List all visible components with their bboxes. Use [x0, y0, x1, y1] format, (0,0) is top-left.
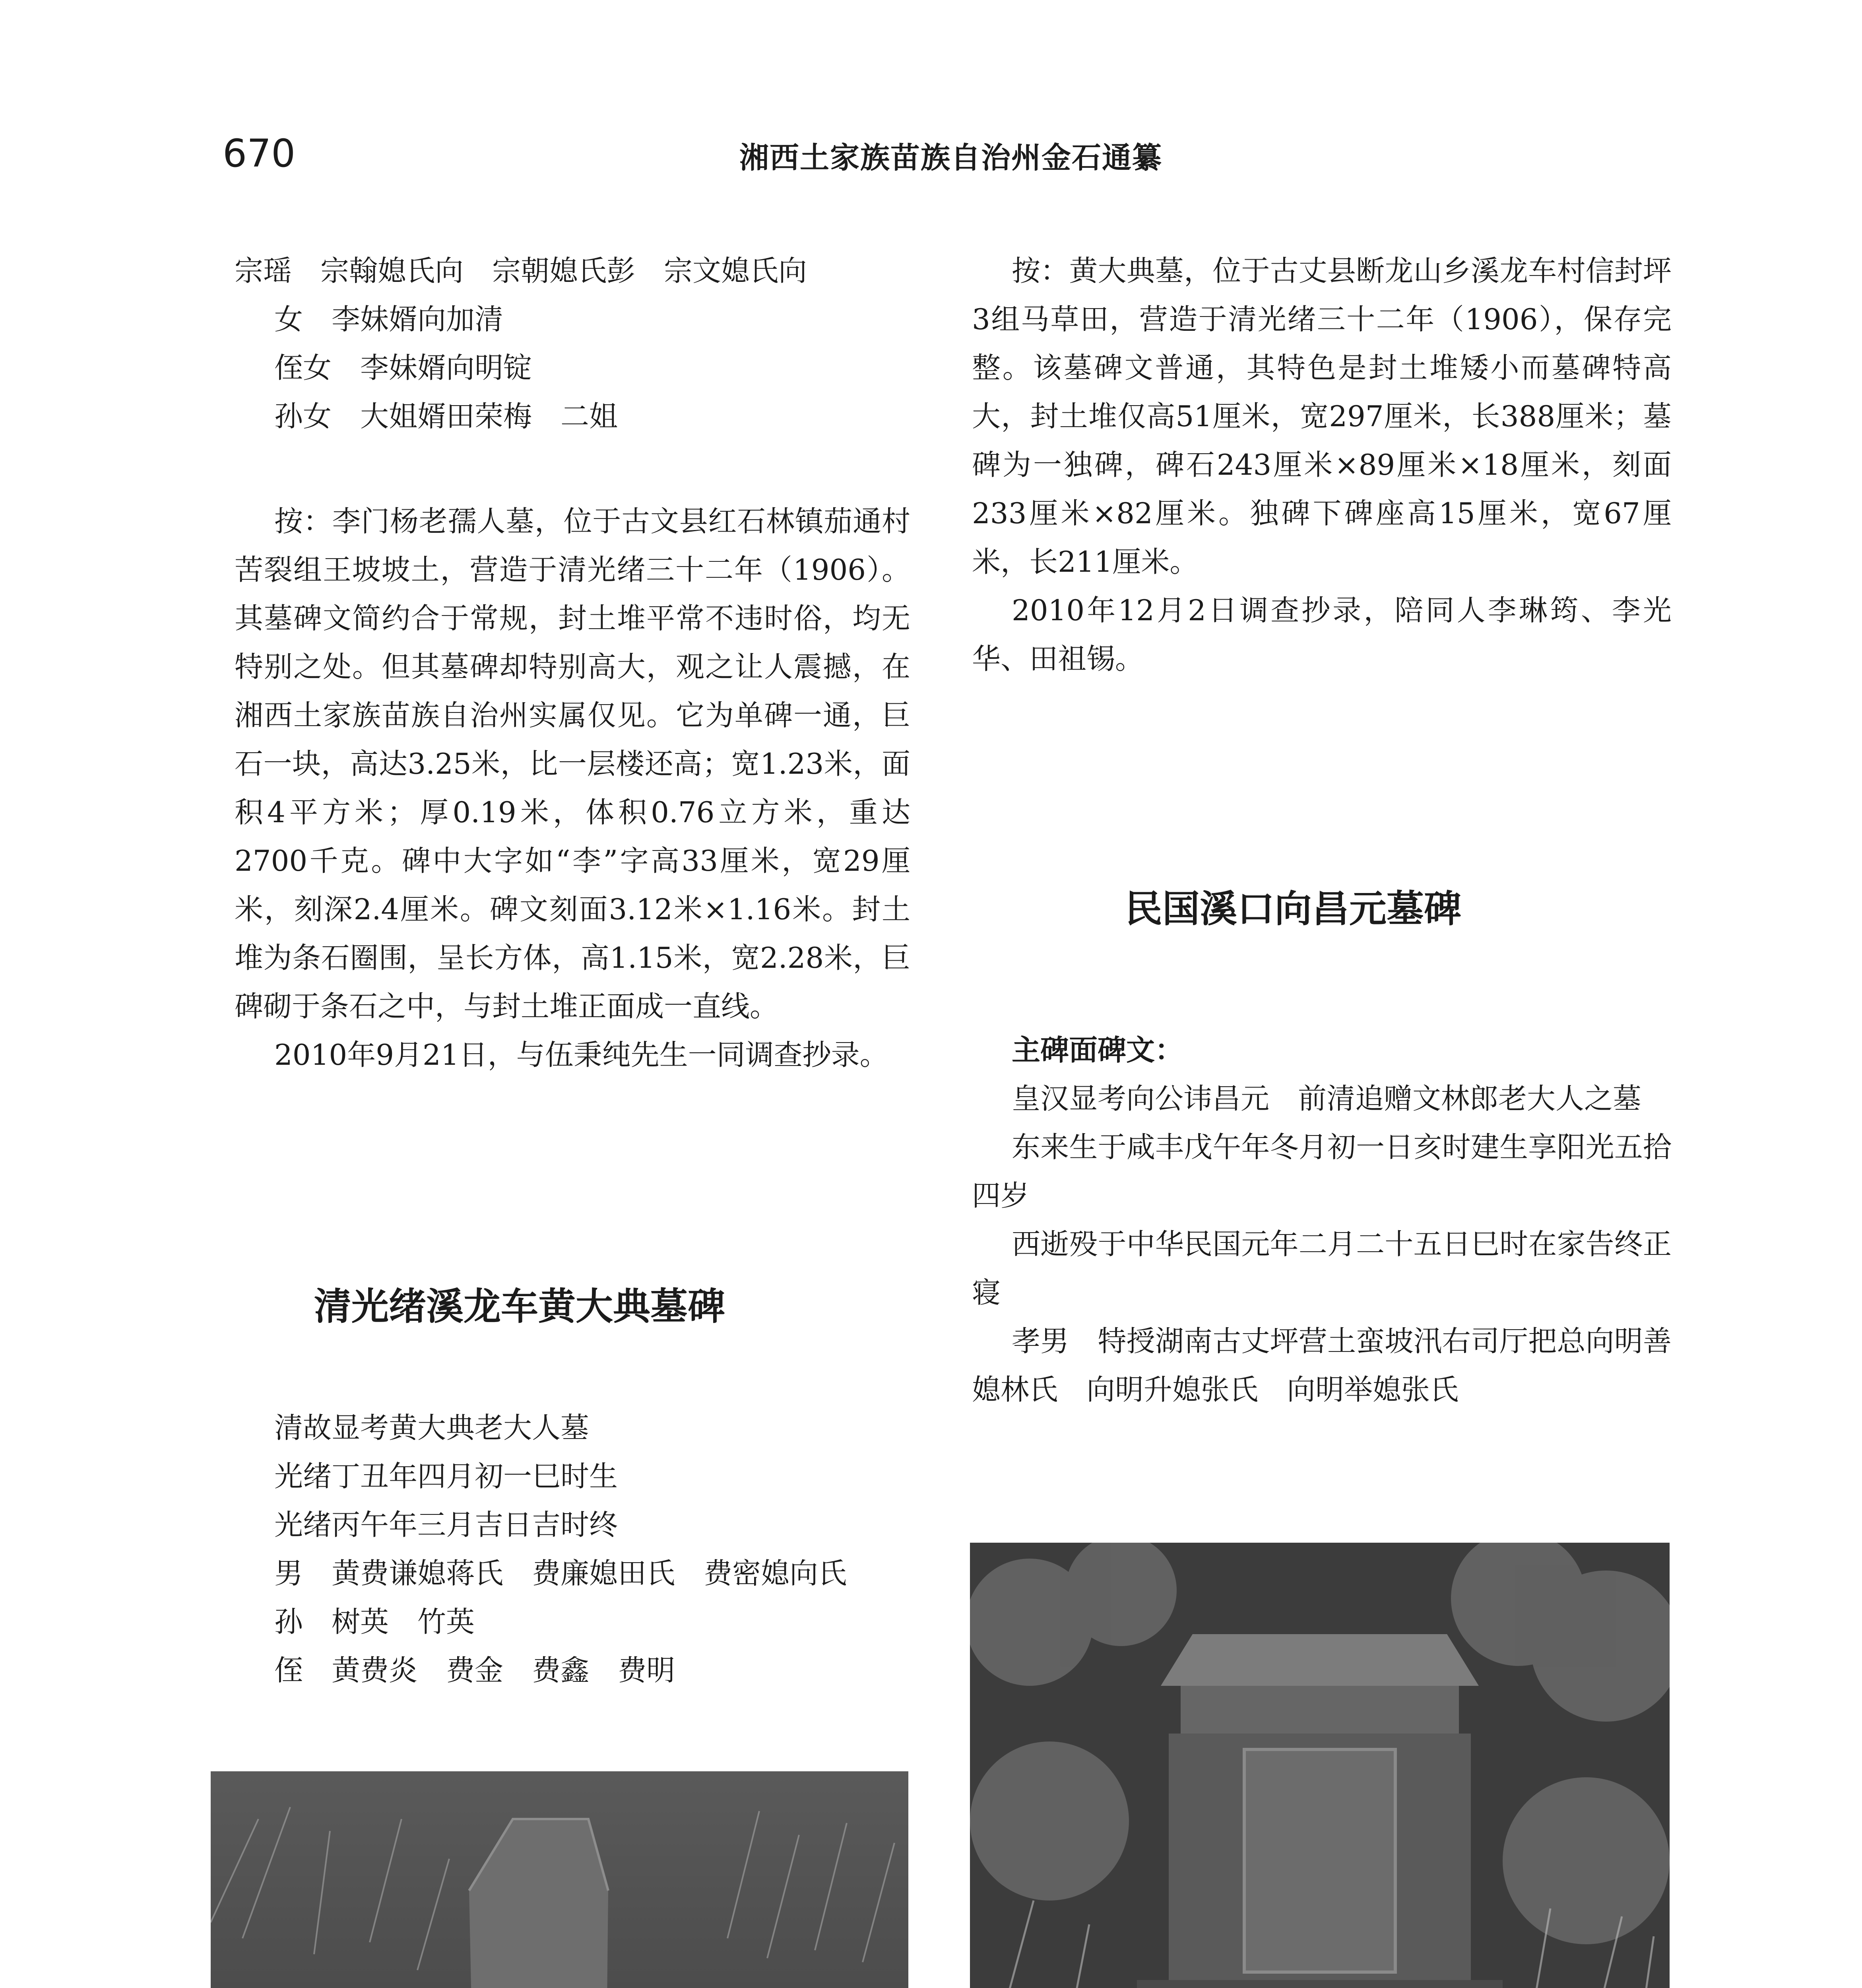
inscription-line: 东来生于咸丰戊午年冬月初一日亥时建生享阳光五拾四岁 [972, 1130, 1672, 1212]
text-line: 男 黄费谦媳蒋氏 费廉媳田氏 费密媳向氏 [274, 1557, 847, 1590]
left-note [235, 497, 910, 1079]
photo-xiang-changyuan-tomb [970, 1543, 1670, 1988]
page-number: 670 [223, 131, 296, 176]
subheading: 主碑面碑文： [1012, 1033, 1184, 1067]
right-inscription [972, 1026, 1672, 1414]
running-head: 湘西土家族苗族自治州金石通纂 [739, 141, 1162, 175]
survey-note: 2010年9月21日，与伍秉纯先生一同调查抄录。 [274, 1038, 888, 1072]
note-paragraph: 按：李门杨老孺人墓，位于古文县红石林镇茄通村苦裂组王坡坡土，营造于清光绪三十二年（1906）。其墓碑文简约合于常规，封土堆平常不违时俗，均无特别之处。但其墓碑却特别高大，观之让人震撼，在湘西土家族苗族自治州实属仅见。它为单碑一通，巨石一块，高达3.25米，比一层楼还高；宽1.23米，面积4平方米；厚0.19米，体积0.76立方米，重达2700千克。碑中大字如“李”字高33厘米，宽29厘米，刻深2.4厘米。碑文刻面3.12米×1.16米。封土堆为条石圈围，呈长方体，高1.15米，宽2.28米，巨碑砌于条石之中，与封土堆正面成一直线。 [235, 505, 910, 1023]
text-line: 光绪丙午年三月吉日吉时终 [274, 1508, 618, 1541]
text-line: 女 李妹婿向加清 [274, 303, 504, 336]
survey-note: 2010年12月2日调查抄录，陪同人李琳筠、李光华、田祖锡。 [972, 594, 1672, 676]
text-line: 光绪丁丑年四月初一巳时生 [274, 1460, 618, 1493]
inscription-line: 孝男 特授湖南古丈坪营土蛮坡汛右司厅把总向明善媳林氏 向明升媳张氏 向明举媳张氏 [972, 1324, 1672, 1406]
right-note [972, 247, 1672, 683]
text-line: 侄女 李妹婿向明锭 [274, 351, 532, 384]
photo-illustration [970, 1543, 1670, 1988]
photo-huang-dadian-tomb [211, 1771, 908, 1988]
photo-illustration [211, 1771, 908, 1988]
section-heading: 民国溪口向昌元墓碑 [1125, 887, 1462, 931]
note-paragraph: 按：黄大典墓，位于古丈县断龙山乡溪龙车村信封坪3组马草田，营造于清光绪三十二年（1906），保存完整。该墓碑文普通，其特色是封土堆矮小而墓碑特高大，封土堆仅高51厘米，宽297厘米，长388厘米；墓碑为一独碑，碑石243厘米×89厘米×18厘米，刻面233厘米×82厘米。独碑下碑座高15厘米，宽67厘米，长211厘米。 [972, 254, 1672, 579]
left-lines-a [235, 247, 910, 441]
inscription-line: 西逝殁于中华民国元年二月二十五日巳时在家告终正寝 [972, 1227, 1672, 1309]
text-line: 清故显考黄大典老大人墓 [274, 1411, 590, 1444]
text-line: 侄 黄费炎 费金 费鑫 费明 [274, 1654, 675, 1687]
text-line: 孙 树英 竹英 [274, 1605, 475, 1639]
left-lines-b [235, 1404, 910, 1695]
section-heading: 清光绪溪龙车黄大典墓碑 [314, 1285, 725, 1328]
text-line: 宗瑶 宗翰媳氏向 宗朝媳氏彭 宗文媳氏向 [235, 254, 807, 287]
inscription-line: 皇汉显考向公讳昌元 前清追赠文林郎老大人之墓 [1012, 1082, 1642, 1115]
text-line: 孙女 大姐婿田荣梅 二姐 [274, 400, 618, 433]
